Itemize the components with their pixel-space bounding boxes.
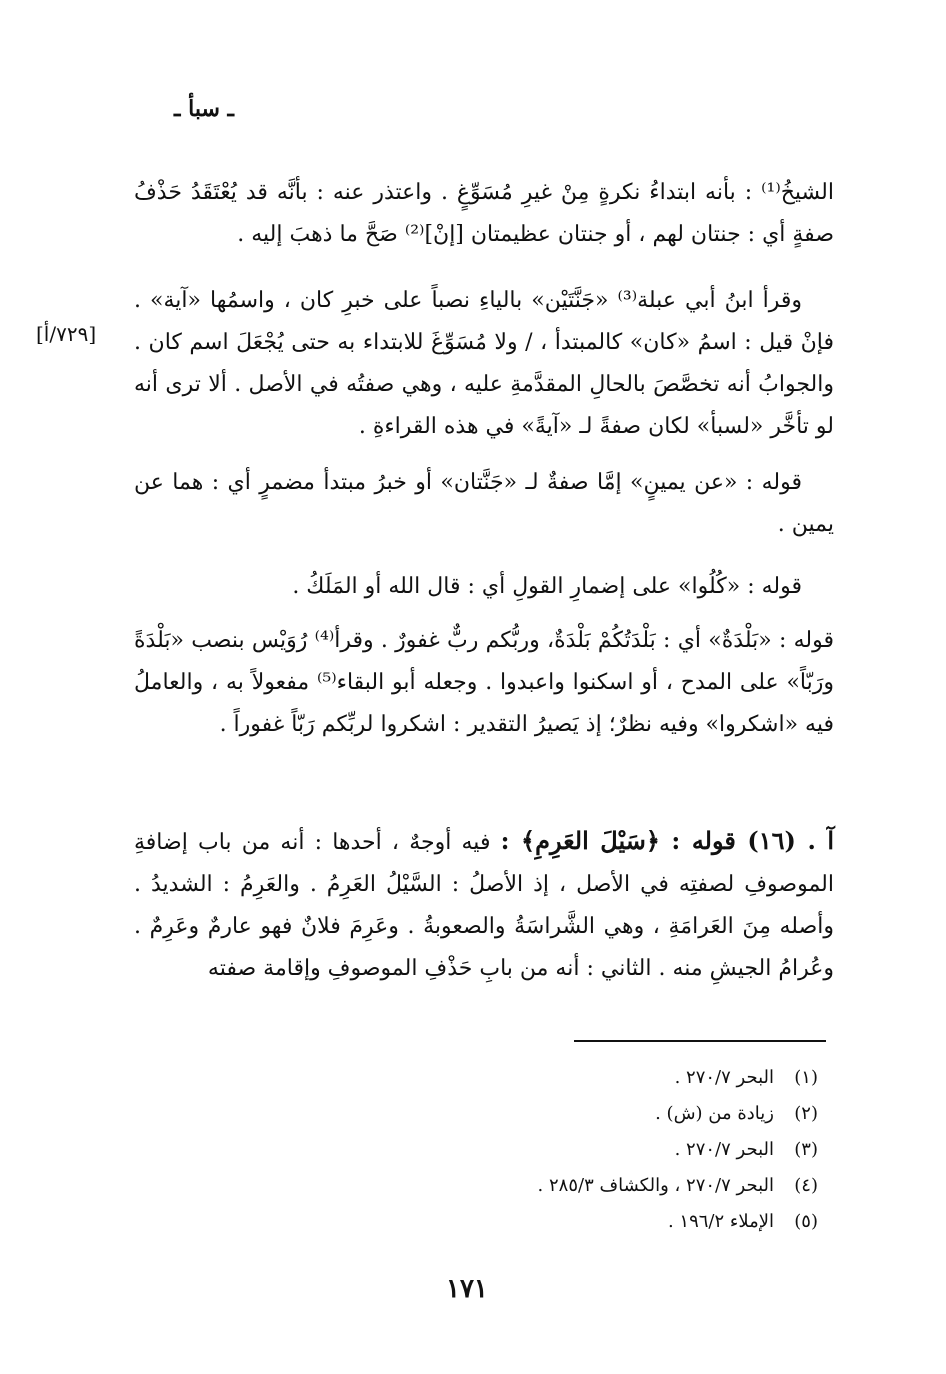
footnote-text: زيادة من (ش) . — [655, 1103, 774, 1124]
paragraph-2 — [134, 280, 834, 448]
verse-heading: آ . (١٦) قوله : ﴿سَيْلَ العَرِمِ﴾ : — [500, 826, 834, 855]
footnote-item — [318, 1132, 818, 1168]
paragraph-1-text: الشيخُ⁽¹⁾ : بأنه ابتداءُ نكرةٍ مِنْ غيرِ مُسَوِّغٍ . واعتذر عنه : بأنَّه قد يُعْتَقَدُ حَذْفُ صفةٍ أي : جنتان لهم ، أو جنتان عظيمتان [إنْ]⁽²⁾ صَحَّ ما ذهبَ إليه . — [134, 180, 834, 247]
footnote-number: (٢) — [794, 1103, 818, 1124]
footnote-separator — [574, 1040, 826, 1042]
paragraph-6 — [134, 820, 834, 990]
paragraph-3 — [134, 462, 834, 546]
paragraph-1 — [134, 172, 834, 256]
paragraph-2-text: وقرأ ابنُ أبي عبلة⁽³⁾ «جَنَّتَيْن» بالياءِ نصباً على خبرِ كان ، واسمُها «آية» . فإنْ قيل : اسمُ «كان» كالمبتدأ ، / ولا مُسَوِّغَ للابتداء به حتى يُجْعَلَ اسم كان . والجوابُ أنه تخصَّصَ بالحالِ المقدَّمةِ عليه ، وهي صفتُه في الأصل . ألا ترى أنه لو تأخَّر «لسبأ» لكان صفةً لـ «آيةً» في هذه القراءةِ . — [134, 288, 834, 439]
paragraph-6-text — [134, 820, 834, 990]
paragraph-5-text: قوله : «بَلْدَةٌ» أي : بَلْدَتُكُمْ بَلْدَةٌ، وربُّكم ربٌّ غفورٌ . وقرأ⁽⁴⁾ رُوَيْس بنصب «بَلْدَةً ورَبّاً» على المدح ، أو اسكنوا واعبدوا . وجعله أبو البقاء⁽⁵⁾ مفعولاً به ، والعاملُ فيه «اشكروا» وفيه نظرٌ؛ إذ يَصيرُ التقدير : اشكروا لربِّكم رَبّاً غفوراً . — [134, 628, 835, 737]
paragraph-4-text: قوله : «كُلُوا» على إضمارِ القولِ أي : قال الله أو المَلَكُ . — [292, 574, 802, 599]
footnote-number: (٤) — [794, 1175, 818, 1196]
page-number: ١٧١ — [446, 1274, 488, 1304]
paragraph-4 — [134, 566, 834, 608]
running-header: ـ سبأ ـ — [174, 96, 234, 122]
footnote-number: (٣) — [794, 1139, 818, 1160]
footnote-text: البحر ٢٧٠/٧ . — [674, 1139, 774, 1160]
footnote-item — [318, 1204, 818, 1240]
footnote-text: البحر ٢٧٠/٧ ، والكشاف ٢٨٥/٣ . — [537, 1175, 774, 1196]
footnote-text: الإملاء ١٩٦/٢ . — [667, 1211, 774, 1232]
paragraph-5 — [134, 620, 834, 746]
footnote-text: البحر ٢٧٠/٧ . — [674, 1067, 774, 1088]
footnote-number: (١) — [794, 1067, 818, 1088]
paragraph-6-body: فيه أوجهٌ ، أحدها : أنه من باب إضافةِ الموصوفِ لصفتِه في الأصل ، إذ الأصلُ : السَّيْلُ العَرِمُ . والعَرِمُ : الشديدُ . وأصله مِنَ العَرامَةِ ، وهي الشَّراسَةُ والصعوبةُ . وعَرِمَ فلانٌ فهو عارمٌ وعَرِمٌ . وعُرامُ الجيشِ منه . الثاني : أنه من بابِ حَذْفِ الموصوفِ وإقامة صفته — [134, 830, 834, 981]
footnote-item — [318, 1096, 818, 1132]
footnotes-list — [318, 1060, 818, 1240]
footnote-item — [318, 1060, 818, 1096]
footnote-number: (٥) — [794, 1211, 818, 1232]
manuscript-folio-reference: [٧٢٩/أ] — [36, 322, 97, 346]
footnote-item — [318, 1168, 818, 1204]
paragraph-3-text: قوله : «عن يمينٍ» إمَّا صفةٌ لـ «جَنَّتان» أو خبرُ مبتدأ مضمرٍ أي : هما عن يمين . — [134, 470, 834, 537]
